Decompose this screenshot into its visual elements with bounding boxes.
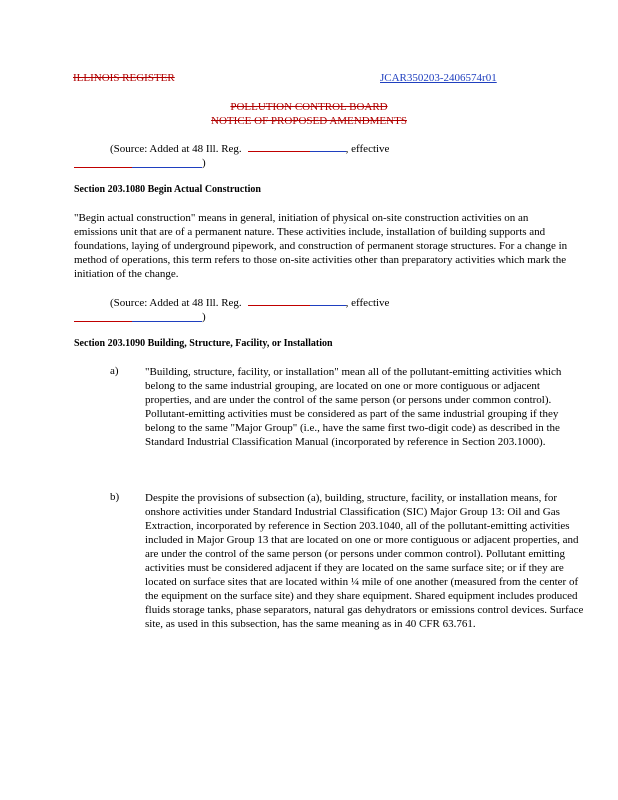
effective-blank-blue-1: [132, 157, 202, 168]
closing-paren-2: ): [202, 311, 206, 323]
section-1080-heading: Section 203.1080 Begin Actual Construction: [74, 184, 261, 195]
subsection-a-label: a): [110, 365, 119, 377]
section-1090-heading: Section 203.1090 Building, Structure, Facility, or Installation: [74, 338, 333, 349]
effective-blank-red-2: [74, 311, 132, 322]
source-effective-line-1: [74, 157, 206, 169]
source-note-2: [110, 296, 389, 309]
board-title: POLLUTION CONTROL BOARD: [230, 101, 388, 113]
source-note-1: [110, 142, 389, 155]
source-note-2-prefix: (Source: Added at 48 Ill. Reg.: [110, 297, 242, 309]
source-blank-red-1: [248, 142, 310, 152]
section-1080-body: "Begin actual construction" means in general, initiation of physical on-site construction activities on an emissions unit that are of a permanent nature. These activities include, installation of building supports and foundations, laying of underground pipework, and construction of permanent storage structures. For a change in method of operations, this term refers to those on-site activities other than preparatory activities which mark the initiation of the change.: [74, 212, 568, 280]
effective-blank-red-1: [74, 157, 132, 168]
source-blank-blue-1: [310, 142, 346, 152]
closing-paren-1: ): [202, 157, 206, 169]
register-header: ILLINOIS REGISTER: [73, 72, 175, 84]
source-note-1-suffix: , effective: [345, 143, 390, 155]
subsection-a-text: "Building, structure, facility, or installation" mean all of the pollutant-emitting activities which belong to the same industrial grouping, are located on one or more contiguous or adjacent properties, and are under the control of the same person (or persons under common control). Pollutant-emitting activities must be considered as part of the same industrial grouping if they belong to the same "Major Group" (i.e., have the same first two-digit code) as described in the Standard Industrial Classification Manual (incorporated by reference in Section 203.1000).: [145, 366, 562, 448]
source-note-2-suffix: , effective: [345, 297, 390, 309]
effective-blank-blue-2: [132, 311, 202, 322]
jcar-reference: JCAR350203-2406574r01: [380, 72, 497, 84]
subsection-b-text: Despite the provisions of subsection (a), building, structure, facility, or installation means, for onshore activities under Standard Industrial Classification (SIC) Major Group 13: Oil and Gas Extraction, incorporated by reference in Section 203.1040, all of the pollutant-emitting activities included in Major Group 13 that are located on one or more contiguous or adjacent properties, and are under the control of the same person (or persons under common control). Pollutant emitting activities must be considered adjacent if they are located on the same surface site; or if they are located on surface sites that are located within ¼ mile of one another (measured from the center of the equipment on the surface site) and they share equipment. Shared equipment includes produced fluids storage tanks, phase separators, natural gas dehydrators or emissions control devices. Surface site, as used in this subsection, has the same meaning as in 40 CFR 63.761.: [145, 492, 584, 630]
source-effective-line-2: [74, 311, 206, 323]
notice-title: NOTICE OF PROPOSED AMENDMENTS: [211, 115, 407, 127]
source-note-1-prefix: (Source: Added at 48 Ill. Reg.: [110, 143, 242, 155]
source-blank-red-2: [248, 296, 310, 306]
subsection-b-label: b): [110, 491, 120, 503]
source-blank-blue-2: [310, 296, 346, 306]
